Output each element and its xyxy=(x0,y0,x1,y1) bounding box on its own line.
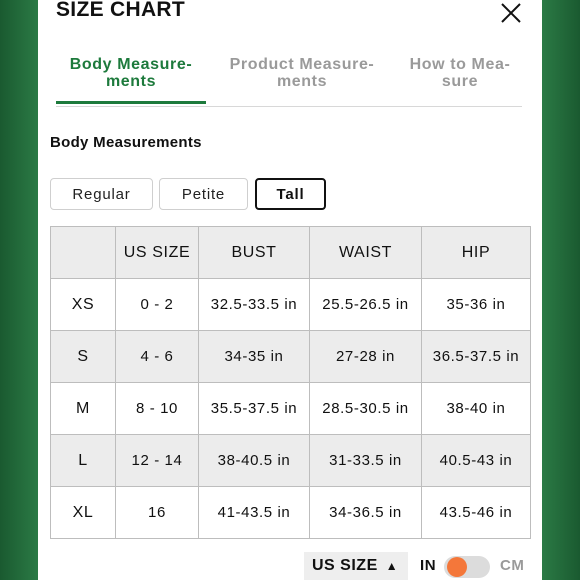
fit-tall-button[interactable]: Tall xyxy=(255,178,326,210)
table-header-hip: HIP xyxy=(422,227,531,279)
section-title: Body Measurements xyxy=(50,134,202,151)
table-cell-bust: 38-40.5 in xyxy=(199,435,310,487)
unit-cm-label[interactable]: CM xyxy=(500,557,525,574)
table-row xyxy=(51,383,531,435)
table-header-bust: BUST xyxy=(199,227,310,279)
table-header-waist: WAIST xyxy=(310,227,422,279)
table-cell-bust: 32.5-33.5 in xyxy=(199,279,310,331)
table-cell-us-size: 4 - 6 xyxy=(116,331,199,383)
table-cell-waist: 34-36.5 in xyxy=(310,487,422,539)
table-cell-hip: 36.5-37.5 in xyxy=(422,331,531,383)
background-left xyxy=(0,0,38,580)
table-cell-size: XS xyxy=(51,279,116,331)
unit-toggle-switch[interactable] xyxy=(444,556,490,578)
table-cell-bust: 34-35 in xyxy=(199,331,310,383)
table-cell-us-size: 8 - 10 xyxy=(116,383,199,435)
size-system-label: US SIZE xyxy=(312,557,378,574)
table-cell-us-size: 0 - 2 xyxy=(116,279,199,331)
page-title: SIZE CHART xyxy=(56,0,185,21)
table-cell-us-size: 12 - 14 xyxy=(116,435,199,487)
size-chart-panel xyxy=(38,0,542,580)
toggle-knob xyxy=(447,557,467,577)
table-cell-waist: 25.5-26.5 in xyxy=(310,279,422,331)
table-cell-hip: 40.5-43 in xyxy=(422,435,531,487)
table-row xyxy=(51,279,531,331)
tab-product-measurements[interactable]: Product Measure- ments xyxy=(229,56,375,90)
table-row xyxy=(51,331,531,383)
table-cell-waist: 28.5-30.5 in xyxy=(310,383,422,435)
table-header-row xyxy=(51,227,531,279)
table-cell-hip: 43.5-46 in xyxy=(422,487,531,539)
table-cell-bust: 41-43.5 in xyxy=(199,487,310,539)
size-system-dropdown[interactable] xyxy=(304,552,408,580)
table-cell-size: M xyxy=(51,383,116,435)
measurement-tabs xyxy=(56,56,522,107)
fit-regular-button[interactable]: Regular xyxy=(50,178,153,210)
table-cell-waist: 31-33.5 in xyxy=(310,435,422,487)
table-cell-bust: 35.5-37.5 in xyxy=(199,383,310,435)
close-icon[interactable] xyxy=(500,2,522,24)
size-table xyxy=(50,226,531,539)
fit-petite-button[interactable]: Petite xyxy=(159,178,248,210)
table-row xyxy=(51,487,531,539)
tab-how-to-measure[interactable]: How to Mea- sure xyxy=(409,56,511,90)
unit-inch-label[interactable]: IN xyxy=(420,557,437,574)
table-cell-size: S xyxy=(51,331,116,383)
caret-up-icon: ▲ xyxy=(385,559,399,573)
table-cell-size: XL xyxy=(51,487,116,539)
table-cell-hip: 38-40 in xyxy=(422,383,531,435)
table-header-us-size: US SIZE xyxy=(116,227,199,279)
table-row xyxy=(51,435,531,487)
table-cell-hip: 35-36 in xyxy=(422,279,531,331)
table-cell-size: L xyxy=(51,435,116,487)
table-cell-waist: 27-28 in xyxy=(310,331,422,383)
tab-body-measurements[interactable]: Body Measure- ments xyxy=(56,56,206,104)
table-cell-us-size: 16 xyxy=(116,487,199,539)
table-header-corner xyxy=(51,227,116,279)
background-right xyxy=(542,0,580,580)
